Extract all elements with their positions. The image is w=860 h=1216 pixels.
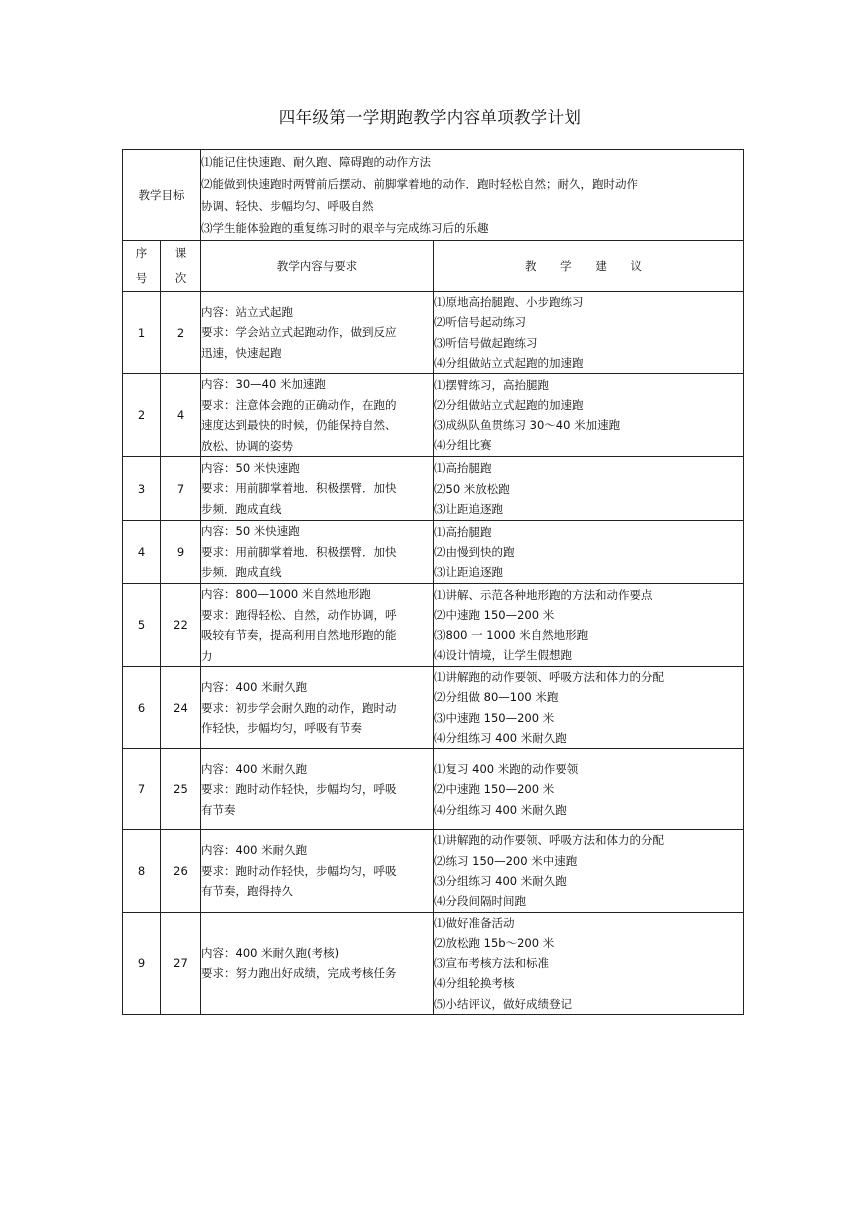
suggestion-line: ⑷分组做站立式起跑的加速跑: [434, 355, 584, 370]
suggestion-line: ⑶成纵队鱼贯练习 30～40 米加速跑: [434, 418, 621, 433]
content-header: 教学内容与要求: [201, 241, 434, 292]
content-line: 内容：400 米耐久跑: [201, 680, 308, 695]
table-row: [123, 749, 744, 830]
suggestion-line: ⑵中速跑 150—200 米: [434, 607, 555, 622]
table-row: [123, 584, 744, 667]
suggestion-line: ⑵放松跑 15b～200 米: [434, 935, 555, 950]
row-content: [201, 830, 434, 912]
suggestion-line: ⑵听信号起动练习: [434, 315, 526, 330]
row-content: [201, 912, 434, 1014]
row-suggestions: [434, 667, 744, 749]
content-line: 速度达到最快的时候，仍能保持自然、: [201, 418, 397, 433]
suggestion-line: ⑴讲解、示范各种地形跑的方法和动作要点: [434, 587, 653, 602]
row-lesson: 9: [161, 521, 201, 584]
row-seq: 3: [123, 457, 161, 521]
row-lesson: 7: [161, 457, 201, 521]
goal-line: ⑶学生能体验跑的重复练习时的艰辛与完成练习后的乐趣: [201, 221, 489, 235]
suggestion-line: ⑶宣布考核方法和标准: [434, 956, 549, 971]
row-suggestions: [434, 584, 744, 667]
table-row: [123, 457, 744, 521]
header-row: [123, 241, 744, 292]
row-lesson: 27: [161, 912, 201, 1014]
row-seq: 6: [123, 667, 161, 749]
suggestion-line: ⑵由慢到快的跑: [434, 545, 515, 560]
row-content: [201, 749, 434, 830]
content-line: 要求：跑得轻松、自然，动作协调，呼: [201, 607, 397, 622]
content-line: 迅速，快速起跑: [201, 345, 282, 360]
suggestion-line: ⑷分组练习 400 米耐久跑: [434, 802, 567, 817]
row-seq: 4: [123, 521, 161, 584]
row-suggestions: [434, 830, 744, 912]
content-line: 有节奏，跑得持久: [201, 884, 293, 899]
row-content: [201, 521, 434, 584]
table-row: [123, 521, 744, 584]
goal-line: 协调、轻快、步幅均匀、呼吸自然: [201, 199, 374, 213]
content-line: 吸较有节奏，提高利用自然地形跑的能: [201, 628, 397, 643]
suggestion-line: ⑷分段间隔时间跑: [434, 894, 526, 909]
row-suggestions: [434, 457, 744, 521]
suggestion-line: ⑶中速跑 150—200 米: [434, 710, 555, 725]
suggestion-line: ⑸小结评议，做好成绩登记: [434, 996, 572, 1011]
goals-text: [201, 150, 744, 241]
suggestion-line: ⑷设计情境，让学生假想跑: [434, 648, 572, 663]
row-seq: 9: [123, 912, 161, 1014]
suggestion-line: ⑵练习 150—200 米中速跑: [434, 853, 578, 868]
suggestion-line: ⑴原地高抬腿跑、小步跑练习: [434, 295, 584, 309]
content-line: 有节奏: [201, 802, 236, 817]
table-row: [123, 830, 744, 912]
suggestion-line: ⑷分组轮换考核: [434, 976, 515, 991]
row-content: [201, 374, 434, 457]
row-content: [201, 667, 434, 749]
lesson-header-line: 次: [174, 271, 187, 285]
suggestion-line: ⑵50 米放松跑: [434, 481, 510, 496]
content-line: 内容：800—1000 米自然地形跑: [201, 587, 371, 602]
row-seq: 7: [123, 749, 161, 830]
goals-label: 教学目标: [123, 150, 201, 241]
content-line: 要求：初步学会耐久跑的动作，跑时动: [201, 700, 397, 715]
suggestion-line: ⑴做好准备活动: [434, 915, 515, 930]
content-line: 要求：注意体会跑的正确动作，在跑的: [201, 397, 397, 412]
suggestion-header: 教 学 建 议: [434, 241, 744, 292]
content-line: 内容：400 米耐久跑(考核): [201, 945, 340, 960]
table-row: [123, 912, 744, 1014]
suggestion-line: ⑴讲解跑的动作要领、呼吸方法和体力的分配: [434, 833, 664, 848]
row-suggestions: [434, 374, 744, 457]
suggestion-line: ⑴复习 400 米跑的动作要领: [434, 761, 579, 776]
row-content: [201, 457, 434, 521]
row-content: [201, 584, 434, 667]
table-row: [123, 374, 744, 457]
content-line: 内容：50 米快速跑: [201, 524, 300, 539]
seq-header: [123, 241, 161, 292]
row-lesson: 26: [161, 830, 201, 912]
row-lesson: 22: [161, 584, 201, 667]
suggestion-line: ⑴高抬腿跑: [434, 461, 492, 476]
content-line: 要求：用前脚掌着地．积极摆臂．加快: [201, 544, 397, 559]
row-content: [201, 292, 434, 374]
suggestion-line: ⑶800 一 1000 米自然地形跑: [434, 628, 589, 643]
seq-header-line: 序: [135, 246, 148, 260]
suggestion-line: ⑴摆臂练习，高抬腿跑: [434, 377, 549, 392]
row-seq: 5: [123, 584, 161, 667]
content-line: 要求：用前脚掌着地．积极摆臂．加快: [201, 481, 397, 496]
content-line: 步频．跑成直线: [201, 565, 282, 580]
content-line: 作轻快，步幅均匀，呼吸有节奏: [201, 721, 362, 736]
suggestion-line: ⑵中速跑 150—200 米: [434, 782, 555, 797]
row-suggestions: [434, 912, 744, 1014]
content-line: 步频．跑成直线: [201, 501, 282, 516]
content-line: 要求：努力跑出好成绩，完成考核任务: [201, 966, 397, 981]
row-lesson: 2: [161, 292, 201, 374]
seq-header-line: 号: [135, 271, 148, 285]
lesson-header: [161, 241, 201, 292]
goal-line: ⑵能做到快速跑时两臂前后摆动、前脚掌着地的动作．跑时轻松自然；耐久，跑时动作: [201, 177, 638, 191]
content-line: 内容：30—40 米加速跑: [201, 377, 326, 392]
row-seq: 2: [123, 374, 161, 457]
suggestion-line: ⑵分组做站立式起跑的加速跑: [434, 397, 584, 412]
goals-row: [123, 150, 744, 241]
row-lesson: 24: [161, 667, 201, 749]
table-row: [123, 292, 744, 374]
lesson-header-line: 课: [174, 246, 187, 260]
goal-line: ⑴能记住快速跑、耐久跑、障碍跑的动作方法: [201, 155, 431, 169]
table-row: [123, 667, 744, 749]
content-line: 放松、协调的姿势: [201, 438, 293, 453]
suggestion-line: ⑵分组做 80—100 米跑: [434, 690, 559, 705]
suggestion-line: ⑴讲解跑的动作要领、呼吸方法和体力的分配: [434, 670, 664, 685]
row-lesson: 4: [161, 374, 201, 457]
content-line: 内容：站立式起跑: [201, 304, 293, 319]
content-line: 要求：跑时动作轻快，步幅均匀，呼吸: [201, 782, 397, 797]
suggestion-line: ⑶让距追逐跑: [434, 565, 503, 580]
suggestion-line: ⑶听信号做起跑练习: [434, 335, 538, 350]
content-line: 要求：学会站立式起跑动作，做到反应: [201, 325, 397, 340]
content-line: 内容：50 米快速跑: [201, 460, 300, 475]
suggestion-line: ⑴高抬腿跑: [434, 524, 492, 539]
suggestion-line: ⑶让距追逐跑: [434, 501, 503, 516]
suggestion-line: ⑷分组练习 400 米耐久跑: [434, 731, 567, 746]
content-line: 力: [201, 648, 213, 663]
content-line: 内容：400 米耐久跑: [201, 761, 308, 776]
suggestion-line: ⑷分组比赛: [434, 438, 492, 453]
row-lesson: 25: [161, 749, 201, 830]
row-suggestions: [434, 292, 744, 374]
teaching-plan-table: [122, 149, 744, 1015]
suggestion-line: ⑶分组练习 400 米耐久跑: [434, 873, 567, 888]
content-line: 要求：跑时动作轻快，步幅均匀，呼吸: [201, 863, 397, 878]
row-suggestions: [434, 749, 744, 830]
document-title: 四年级第一学期跑教学内容单项教学计划: [278, 108, 582, 127]
row-seq: 1: [123, 292, 161, 374]
row-suggestions: [434, 521, 744, 584]
content-line: 内容：400 米耐久跑: [201, 843, 308, 858]
row-seq: 8: [123, 830, 161, 912]
